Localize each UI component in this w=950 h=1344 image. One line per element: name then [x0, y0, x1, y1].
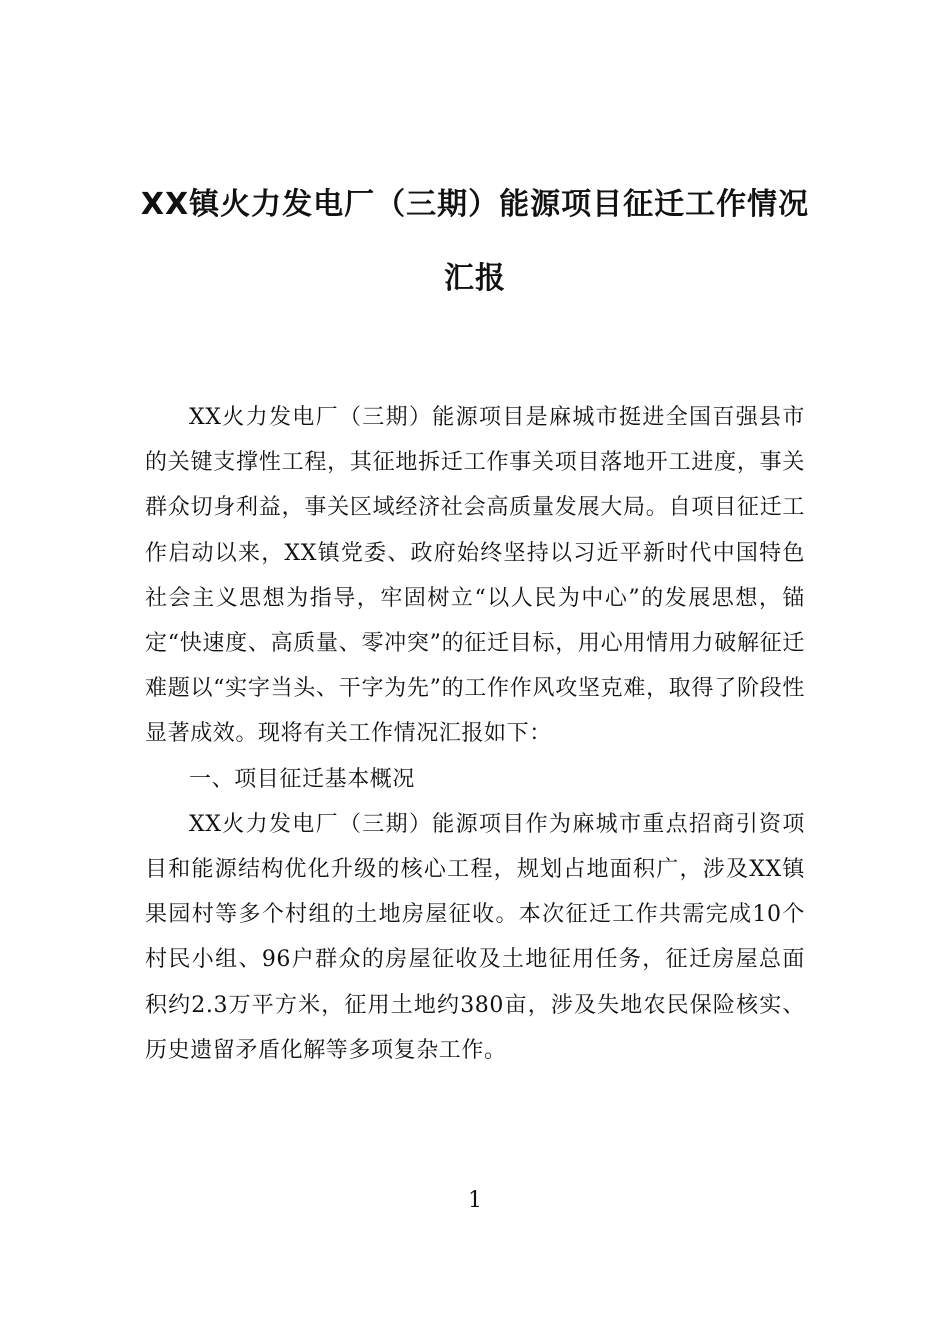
document-body: [145, 395, 805, 1073]
section-heading: 一、项目征迁基本概况: [189, 766, 416, 792]
page-number: 1: [468, 1188, 482, 1213]
section-paragraph: XX火力发电厂（三期）能源项目作为麻城市重点招商引资项目和能源结构优化升级的核心工程，规划占地面积广，涉及XX镇果园村等多个村组的土地房屋征收。本次征迁工作共需完成10个村民小组、96户群众的房屋征收及土地征用任务，征迁房屋总面积约2.3万平方米，征用土地约380亩，涉及失地农民保险核实、历史遗留矛盾化解等多项复杂工作。: [145, 811, 805, 1063]
document-title: XX镇火力发电厂（三期）能源项目征迁工作情况汇报: [140, 187, 810, 296]
intro-paragraph: XX火力发电厂（三期）能源项目是麻城市挺进全国百强县市的关键支撑性工程，其征地拆迁工作事关项目落地开工进度，事关群众切身利益，事关区域经济社会高质量发展大局。自项目征迁工作启动以来，XX镇党委、政府始终坚持以习近平新时代中国特色社会主义思想为指导，牢固树立“以人民为中心”的发展思想，锚定“快速度、高质量、零冲突”的征迁目标，用心用情用力破解征迁难题以“实字当头、干字为先”的工作作风攻坚克难，取得了阶段性显著成效。现将有关工作情况汇报如下：: [145, 405, 805, 747]
